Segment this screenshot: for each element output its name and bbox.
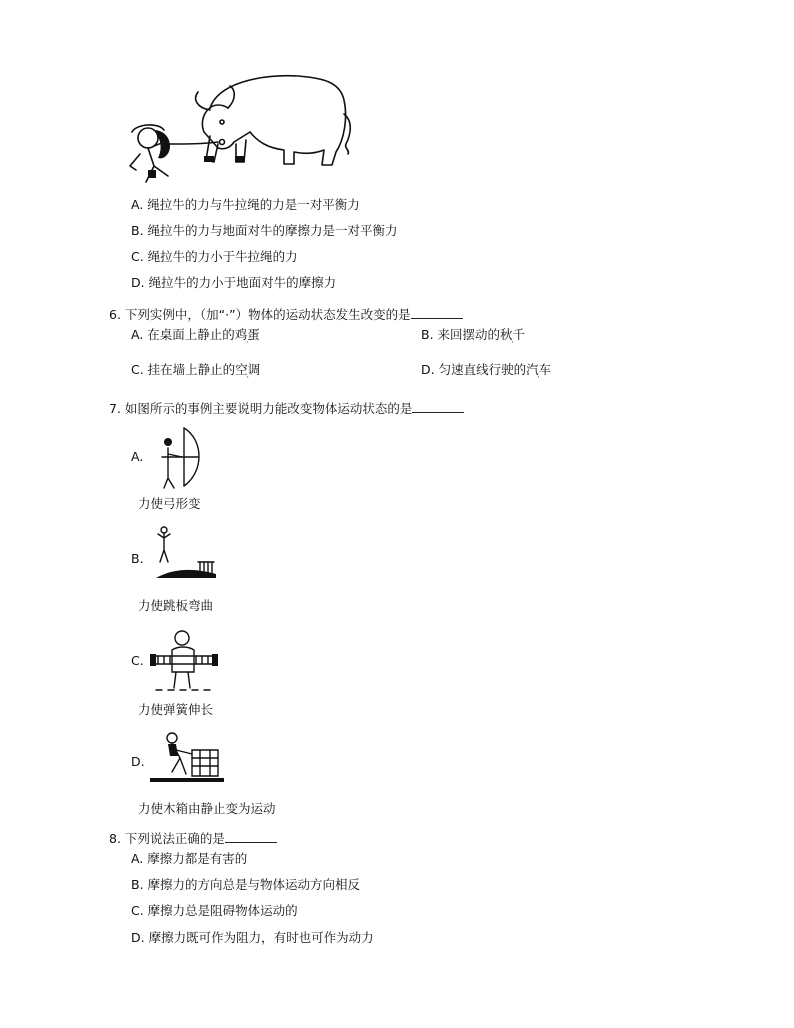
q7-option-b-letter[interactable]: B. — [131, 551, 144, 566]
q7-option-c-caption: 力使弹簧伸长 — [138, 702, 214, 717]
q8-stem — [109, 830, 277, 846]
q7-answer-blank[interactable] — [412, 400, 464, 413]
q5-option-d[interactable]: D. 绳拉牛的力小于地面对牛的摩擦力 — [131, 275, 337, 290]
q6-option-b-dotted: 秋千 — [500, 327, 526, 342]
q6-option-a-prefix: A. 在桌面上静止的 — [131, 327, 235, 342]
q6-option-d-dotted: 汽车 — [526, 362, 552, 377]
q6-option-c-dotted: 空调 — [235, 362, 261, 377]
q8-option-d[interactable]: D. 摩擦力既可作为阻力，有时也可作为动力 — [131, 930, 374, 945]
q7-option-a-letter[interactable]: A. — [131, 449, 144, 464]
q6-option-a-dotted: 鸡蛋 — [234, 327, 260, 342]
q8-stem-text: 8. 下列说法正确的是 — [109, 831, 225, 846]
spring-man-icon — [148, 628, 220, 692]
q6-option-c[interactable] — [131, 364, 260, 377]
q8-option-a[interactable]: A. 摩擦力都是有害的 — [131, 851, 248, 866]
q5-option-c[interactable]: C. 绳拉牛的力小于牛拉绳的力 — [131, 249, 298, 264]
archer-icon — [154, 424, 208, 490]
q7-option-b-caption: 力使跳板弯曲 — [138, 598, 214, 613]
q6-stem — [109, 306, 463, 322]
q7-option-d-caption: 力使木箱由静止变为运动 — [138, 801, 276, 816]
q6-option-b-prefix: B. 来回摆动的 — [421, 327, 501, 342]
q5-option-b[interactable]: B. 绳拉牛的力与地面对牛的摩擦力是一对平衡力 — [131, 223, 398, 238]
q6-option-c-prefix: C. 挂在墙上静止的 — [131, 362, 236, 377]
q8-option-c[interactable]: C. 摩擦力总是阻碍物体运动的 — [131, 903, 298, 918]
q8-option-b[interactable]: B. 摩擦力的方向总是与物体运动方向相反 — [131, 877, 361, 892]
q7-stem — [109, 400, 464, 416]
q5-option-a[interactable]: A. 绳拉牛的力与牛拉绳的力是一对平衡力 — [131, 197, 360, 212]
q7-stem-text: 7. 如图所示的事例主要说明力能改变物体运动状态的是 — [109, 401, 413, 416]
q6-stem-text: 6. 下列实例中，（加“·”）物体的运动状态发生改变的是 — [109, 307, 411, 322]
q7-option-d-letter[interactable]: D. — [131, 754, 145, 769]
q6-option-b[interactable] — [421, 329, 525, 342]
q7-option-a-caption: 力使弓形变 — [138, 496, 201, 511]
q6-option-d[interactable] — [421, 364, 551, 377]
man-pulling-cow-icon — [118, 70, 358, 192]
q6-answer-blank[interactable] — [411, 306, 463, 319]
q6-option-d-prefix: D. 匀速直线行驶的 — [421, 362, 527, 377]
q7-option-c-letter[interactable]: C. — [131, 653, 144, 668]
q8-answer-blank[interactable] — [225, 830, 277, 843]
push-box-icon — [150, 728, 224, 786]
q6-option-a[interactable] — [131, 329, 260, 342]
diver-icon — [154, 524, 218, 584]
